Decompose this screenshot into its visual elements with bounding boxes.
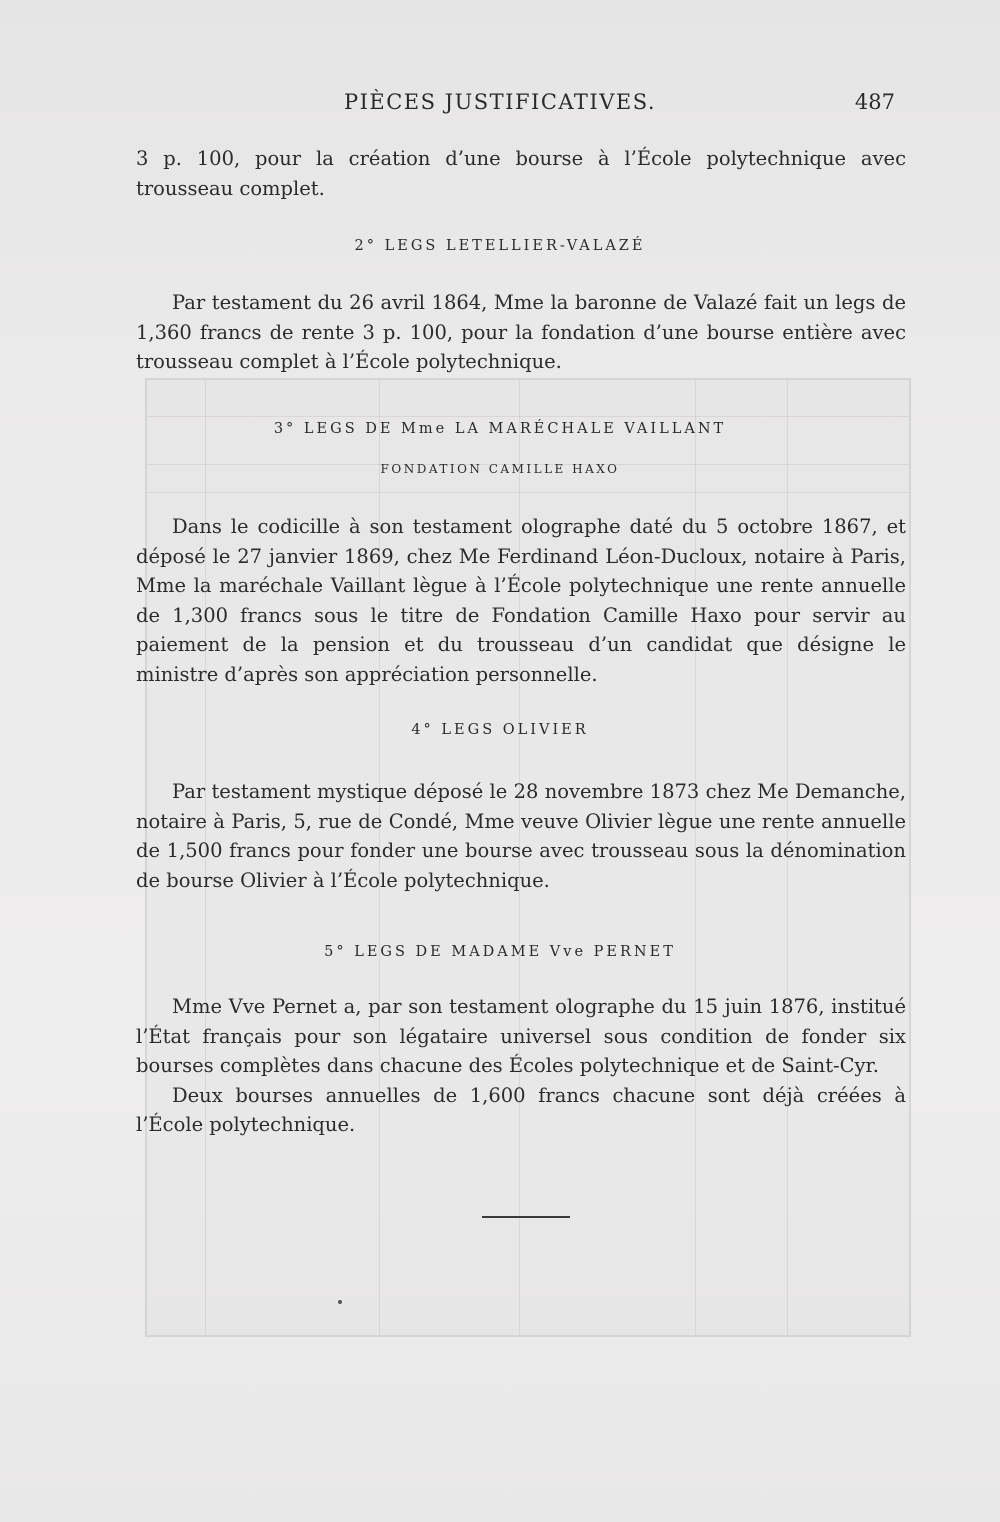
running-title: PIÈCES JUSTIFICATIVES.: [343, 90, 657, 114]
section-heading-legs-letellier-valaze: 2° LEGS LETELLIER-VALAZÉ: [354, 238, 646, 254]
page-number: 487: [854, 90, 895, 114]
intro-paragraph-block: [136, 144, 906, 203]
legs-letellier-valaze-block: [136, 288, 906, 377]
intro-paragraph: 3 p. 100, pour la création d’une bourse à l’École polytechnique avec trousseau complet.: [136, 147, 906, 200]
legs-vaillant-block: [136, 512, 906, 689]
legs-olivier-block: [136, 777, 906, 895]
legs-olivier-paragraph: Par testament mystique déposé le 28 novembre 1873 chez Me Demanche, notaire à Paris, 5, rue de Condé, Mme veuve Olivier lègue une rente annuelle de 1,500 francs pour fonder une bourse avec trousseau sous la dénomination de bourse Olivier à l’École polytechnique.: [136, 780, 906, 892]
legs-letellier-valaze-paragraph: Par testament du 26 avril 1864, Mme la baronne de Valazé fait un legs de 1,360 francs de rente 3 p. 100, pour la fondation d’une bourse entière avec trousseau complet à l’École polytechnique.: [136, 291, 906, 373]
ink-dot: [338, 1300, 342, 1304]
legs-pernet-block: [136, 992, 906, 1140]
page-header: [0, 90, 1000, 126]
closing-rule: [482, 1216, 570, 1218]
legs-vaillant-paragraph: Dans le codicille à son testament olographe daté du 5 octobre 1867, et déposé le 27 janvier 1869, chez Me Ferdinand Léon-Ducloux, notaire à Paris, Mme la maréchale Vaillant lègue à l’École polytechnique une rente annuelle de 1,300 francs sous le titre de Fondation Camille Haxo pour servir au paiement de la pension et du trousseau d’un candidat que désigne le ministre d’après son appréciation personnelle.: [136, 515, 906, 686]
legs-pernet-paragraph-1: Mme Vve Pernet a, par son testament olographe du 15 juin 1876, institué l’État français pour son légataire universel sous condition de fonder six bourses complètes dans chacune des Écoles polytechnique et de Saint-Cyr.: [136, 995, 906, 1077]
section-heading-legs-pernet: 5° LEGS DE MADAME Vve PERNET: [324, 944, 676, 960]
legs-pernet-paragraph-2: Deux bourses annuelles de 1,600 francs chacune sont déjà créées à l’École polytechnique.: [136, 1083, 906, 1136]
section-heading-legs-vaillant: 3° LEGS DE Mme LA MARÉCHALE VAILLANT: [273, 421, 727, 437]
subheading-fondation-camille-haxo: FONDATION CAMILLE HAXO: [380, 462, 620, 476]
section-heading-legs-olivier: 4° LEGS OLIVIER: [411, 722, 589, 738]
